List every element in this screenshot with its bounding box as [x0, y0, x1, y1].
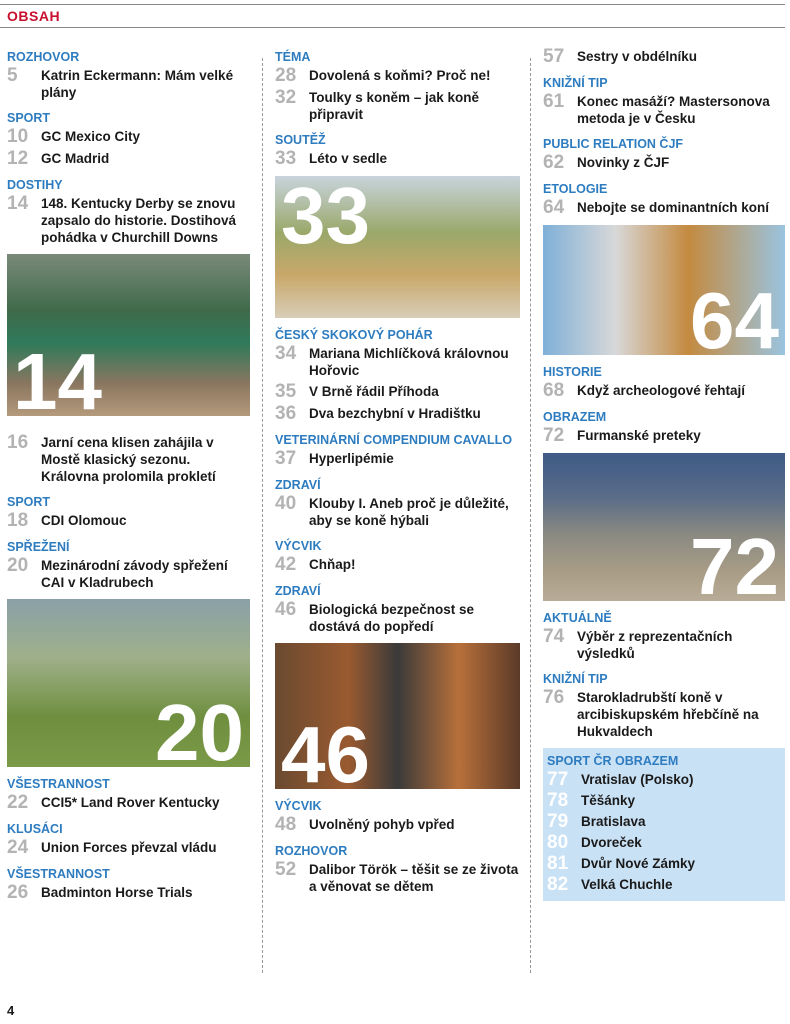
toc-title: Mariana Michlíčková královnou Hořovic: [309, 346, 509, 378]
toc-title: GC Mexico City: [41, 129, 141, 144]
toc-title: Vratislav (Polsko): [581, 772, 694, 787]
toc-page-number: 61: [543, 91, 565, 112]
toc-entry[interactable]: [7, 67, 250, 101]
toc-title: Novinky z ČJF: [577, 155, 670, 170]
toc-page-number: 48: [275, 814, 297, 835]
toc-entry[interactable]: [7, 434, 250, 485]
sport-cr-box: [543, 748, 785, 901]
toc-title: Dalibor Török – těšit se ze života a věnovat se dětem: [309, 862, 519, 894]
toc-page-number: 32: [275, 87, 297, 108]
toc-page-number: 62: [543, 152, 565, 173]
toc-page-number: 18: [7, 510, 29, 531]
toc-title: Badminton Horse Trials: [41, 885, 193, 900]
page-title: OBSAH: [7, 8, 61, 24]
toc-page-number: 77: [547, 769, 569, 790]
toc-entry[interactable]: [543, 199, 785, 217]
toc-title: Starokladrubští koně v arcibiskupském hřebčíně na Hukvaldech: [577, 690, 759, 739]
article-photo-14: [7, 254, 250, 416]
toc-page-number: 78: [547, 790, 569, 811]
toc-entry[interactable]: [543, 93, 785, 127]
section-heading: ROZHOVOR: [7, 50, 80, 64]
toc-entry[interactable]: [7, 794, 250, 812]
toc-page-number: 24: [7, 837, 29, 858]
toc-title: Jarní cena klisen zahájila v Mostě klasický sezonu. Královna prolomila prokletí: [41, 435, 216, 484]
toc-title: CDI Olomouc: [41, 513, 127, 528]
toc-page-number: 36: [275, 403, 297, 424]
header-rule-bottom: [0, 27, 785, 28]
toc-title: Konec masáží? Mastersonova metoda je v Česku: [577, 94, 770, 126]
toc-page-number: 81: [547, 853, 569, 874]
toc-page-number: 79: [547, 811, 569, 832]
toc-title: Dva bezchybní v Hradištku: [309, 406, 481, 421]
section-heading: SPORT: [7, 111, 51, 125]
toc-entry[interactable]: [275, 67, 520, 85]
photo-page-number: 20: [155, 688, 244, 767]
toc-page-number: 16: [7, 432, 29, 453]
toc-entry[interactable]: [275, 556, 520, 574]
toc-entry[interactable]: [547, 813, 781, 831]
toc-entry[interactable]: [275, 450, 520, 468]
column-divider: [530, 58, 531, 973]
toc-entry[interactable]: [275, 150, 520, 168]
article-photo-20: [7, 599, 250, 767]
toc-page-number: 34: [275, 343, 297, 364]
toc-title: Dvoreček: [581, 835, 642, 850]
toc-title: 148. Kentucky Derby se znovu zapsalo do historie. Dostihová pohádka v Churchill Downs: [41, 196, 237, 245]
toc-title: Chňap!: [309, 557, 356, 572]
toc-title: Sestry v obdélníku: [577, 49, 698, 64]
toc-title: Toulky s koněm – jak koně připravit: [309, 90, 480, 122]
section-heading: ETOLOGIE: [543, 182, 608, 196]
toc-page-number: 22: [7, 792, 29, 813]
section-heading: KLUSÁCI: [7, 822, 63, 836]
toc-entry[interactable]: [7, 150, 250, 168]
toc-title: Výběr z reprezentačních výsledků: [577, 629, 733, 661]
toc-title: Když archeologové řehtají: [577, 383, 746, 398]
toc-title: Biologická bezpečnost se dostává do popředí: [309, 602, 475, 634]
toc-entry[interactable]: [7, 512, 250, 530]
toc-title: Furmanské preteky: [577, 428, 701, 443]
toc-column-1: [7, 40, 250, 906]
toc-entry[interactable]: [7, 557, 250, 591]
toc-entry[interactable]: [275, 816, 520, 834]
section-heading: AKTUÁLNĚ: [543, 611, 612, 625]
toc-entry[interactable]: [275, 601, 520, 635]
section-heading: DOSTIHY: [7, 178, 63, 192]
toc-page-number: 52: [275, 859, 297, 880]
toc-entry[interactable]: [543, 427, 785, 445]
section-heading: HISTORIE: [543, 365, 602, 379]
toc-entry[interactable]: [7, 128, 250, 146]
photo-page-number: 46: [281, 710, 370, 789]
toc-title: Těšánky: [581, 793, 636, 808]
toc-page-number: 35: [275, 381, 297, 402]
section-heading: VETERINÁRNÍ COMPENDIUM CAVALLO: [275, 433, 513, 447]
toc-entry[interactable]: [543, 48, 785, 66]
toc-title: Léto v sedle: [309, 151, 388, 166]
toc-page-number: 64: [543, 197, 565, 218]
toc-page-number: 5: [7, 65, 18, 86]
toc-title: Klouby I. Aneb proč je důležité, aby se koně hýbali: [309, 496, 509, 528]
toc-title: Bratislava: [581, 814, 646, 829]
header-rule-top: [0, 4, 785, 5]
photo-page-number: 64: [690, 276, 779, 355]
section-heading: KNIŽNÍ TIP: [543, 672, 608, 686]
header-bar: [0, 0, 790, 30]
article-photo-33: [275, 176, 520, 318]
toc-title: Velká Chuchle: [581, 877, 673, 892]
toc-column-3: [543, 40, 785, 901]
photo-page-number: 33: [281, 176, 370, 260]
toc-page-number: 33: [275, 148, 297, 169]
section-heading: OBRAZEM: [543, 410, 607, 424]
section-heading: SPŘEŽENÍ: [7, 540, 70, 554]
section-heading: VÝCVIK: [275, 539, 322, 553]
section-heading: SOUTĚŽ: [275, 133, 326, 147]
toc-entry[interactable]: [547, 876, 781, 894]
toc-entry[interactable]: [7, 839, 250, 857]
section-heading: KNIŽNÍ TIP: [543, 76, 608, 90]
section-heading: ZDRAVÍ: [275, 584, 321, 598]
toc-title: Nebojte se dominantních koní: [577, 200, 770, 215]
toc-entry[interactable]: [7, 195, 250, 246]
toc-title: Mezinárodní závody spřežení CAI v Kladrubech: [41, 558, 228, 590]
toc-entry[interactable]: [543, 154, 785, 172]
toc-page-number: 76: [543, 687, 565, 708]
toc-page-number: 82: [547, 874, 569, 895]
toc-page-number: 46: [275, 599, 297, 620]
toc-page-number: 28: [275, 65, 297, 86]
toc-entry[interactable]: [275, 89, 520, 123]
toc-entry[interactable]: [275, 345, 520, 379]
toc-page-number: 10: [7, 126, 29, 147]
toc-title: Union Forces převzal vládu: [41, 840, 217, 855]
section-heading: ČESKÝ SKOKOVÝ POHÁR: [275, 328, 433, 342]
section-heading: VÝCVIK: [275, 799, 322, 813]
toc-title: V Brně řádil Příhoda: [309, 384, 439, 399]
section-heading: SPORT: [7, 495, 51, 509]
toc-page-number: 42: [275, 554, 297, 575]
section-heading: ZDRAVÍ: [275, 478, 321, 492]
toc-page-number: 12: [7, 148, 29, 169]
toc-page-number: 26: [7, 882, 29, 903]
toc-title: GC Madrid: [41, 151, 110, 166]
toc-entry[interactable]: [547, 834, 781, 852]
photo-page-number: 14: [13, 337, 102, 416]
toc-title: Dovolená s koňmi? Proč ne!: [309, 68, 491, 83]
article-photo-46: [275, 643, 520, 789]
toc-page-number: 37: [275, 448, 297, 469]
toc-entry[interactable]: [275, 383, 520, 401]
toc-page-number: 68: [543, 380, 565, 401]
toc-title: Hyperlipémie: [309, 451, 394, 466]
page-number: 4: [7, 1003, 15, 1018]
article-photo-64: [543, 225, 785, 355]
toc-entry[interactable]: [275, 405, 520, 423]
toc-page-number: 80: [547, 832, 569, 853]
toc-entry[interactable]: [275, 495, 520, 529]
toc-entry[interactable]: [543, 628, 785, 662]
toc-page-number: 14: [7, 193, 29, 214]
toc-title: Uvolněný pohyb vpřed: [309, 817, 455, 832]
photo-page-number: 72: [690, 522, 779, 601]
toc-entry[interactable]: [547, 855, 781, 873]
toc-page-number: 57: [543, 46, 565, 67]
toc-title: Dvůr Nové Zámky: [581, 856, 696, 871]
article-photo-72: [543, 453, 785, 601]
toc-title: Katrin Eckermann: Mám velké plány: [41, 68, 234, 100]
toc-column-2: [275, 40, 520, 899]
toc-page-number: 20: [7, 555, 29, 576]
toc-entry[interactable]: [543, 382, 785, 400]
toc-entry[interactable]: [543, 689, 785, 740]
toc-page-number: 74: [543, 626, 565, 647]
toc-entry[interactable]: [547, 792, 781, 810]
section-heading: ROZHOVOR: [275, 844, 348, 858]
toc-entry[interactable]: [275, 861, 520, 895]
toc-title: CCI5* Land Rover Kentucky: [41, 795, 220, 810]
section-heading: VŠESTRANNOST: [7, 777, 110, 791]
section-heading: SPORT ČR OBRAZEM: [547, 754, 679, 768]
section-heading: PUBLIC RELATION ČJF: [543, 137, 684, 151]
toc-entry[interactable]: [7, 884, 250, 902]
toc-page-number: 40: [275, 493, 297, 514]
section-heading: TÉMA: [275, 50, 311, 64]
column-divider: [262, 58, 263, 973]
toc-page-number: 72: [543, 425, 565, 446]
toc-entry[interactable]: [547, 771, 781, 789]
section-heading: VŠESTRANNOST: [7, 867, 110, 881]
